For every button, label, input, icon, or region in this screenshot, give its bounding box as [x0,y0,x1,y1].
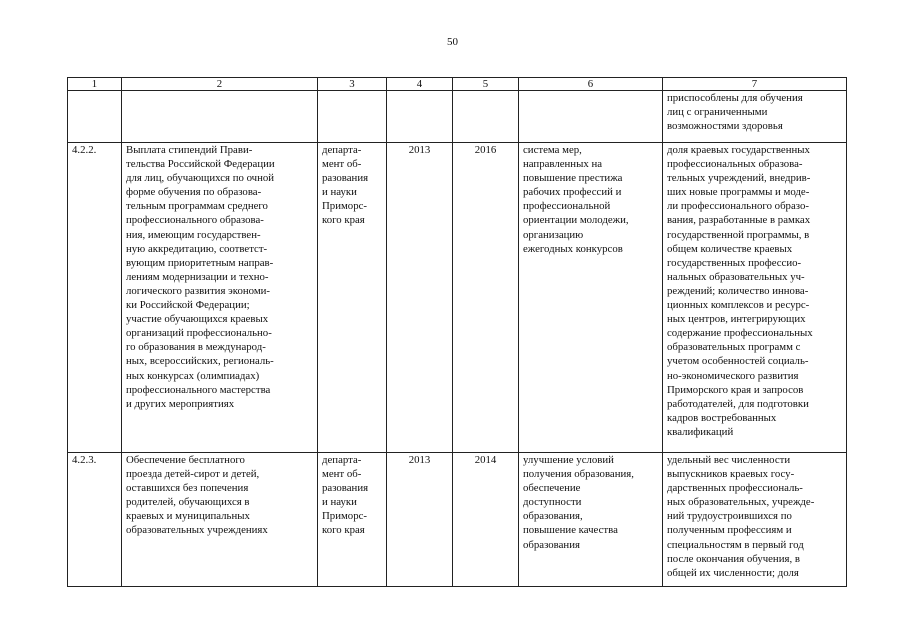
table-row [68,453,847,587]
result-cell: система мер, направленных на повышение престижа рабочих профессий и профессиональной ориентации молодежи, организацию ежегодных конкурсов [519,143,663,453]
result-cell [519,91,663,143]
header-cell: 6 [519,78,663,91]
executor-cell: департа- мент об- разования и науки Приморс- кого края [318,143,387,453]
header-cell: 3 [318,78,387,91]
measure-cell: Обеспечение бесплатного проезда детей-сирот и детей, оставшихся без попечения родителей, обучающихся в краевых и муниципальных образовательных учреждениях [122,453,318,587]
executor-cell: департа- мент об- разования и науки Приморс- кого края [318,453,387,587]
header-cell: 7 [663,78,847,91]
table-header-row [68,78,847,91]
program-measures-table [67,77,847,587]
row-number: 4.2.3. [68,453,122,587]
end-year-cell: 2014 [453,453,519,587]
result-cell: улучшение условий получения образования, обеспечение доступности образования, повышение качества образования [519,453,663,587]
start-year-cell [387,91,453,143]
table-row [68,143,847,453]
indicator-cell: удельный вес численности выпускников краевых госу- дарственных профессиональ- ных образовательных, учрежде- ний трудоустроившихся по полученным профессиям и специальностям в первый год после окончания обучения, в общей их численности; доля [663,453,847,587]
measure-cell: Выплата стипендий Прави- тельства Российской Федерации для лиц, обучающихся по очной форме обучения по образова- тельным программам среднего профессионального образова- ния, имеющим государствен- ную аккредитацию, соответст- вующим приоритетным направ- лениям модернизации и техно- логического развития экономи- ки Российской Федерации; участие обучающихся краевых организаций профессионально- го образования в международ- ных, всероссийских, региональ- ных конкурсах (олимпиадах) профессионального мастерства и других мероприятиях [122,143,318,453]
end-year-cell: 2016 [453,143,519,453]
indicator-cell: приспособлены для обучения лиц с ограниченными возможностями здоровья [663,91,847,143]
end-year-cell [453,91,519,143]
start-year-cell: 2013 [387,453,453,587]
start-year-cell: 2013 [387,143,453,453]
row-number [68,91,122,143]
table-row [68,91,847,143]
header-cell: 4 [387,78,453,91]
page-number: 50 [447,36,458,48]
executor-cell [318,91,387,143]
header-cell: 5 [453,78,519,91]
measure-cell [122,91,318,143]
header-cell: 1 [68,78,122,91]
row-number: 4.2.2. [68,143,122,453]
indicator-cell: доля краевых государственных профессиональных образова- тельных учреждений, внедрив- ших новые программы и моде- ли профессионального образо- вания, разработанные в рамках государственной программы, в общем количестве краевых государственных профессио- нальных образовательных уч- реждений; количество иннова- ционных комплексов и ресурс- ных центров, интегрирующих содержание профессиональных образовательных программ с учетом особенностей социаль- но-экономического развития Приморского края и запросов работодателей, для подготовки кадров востребованных квалификаций [663,143,847,453]
header-cell: 2 [122,78,318,91]
